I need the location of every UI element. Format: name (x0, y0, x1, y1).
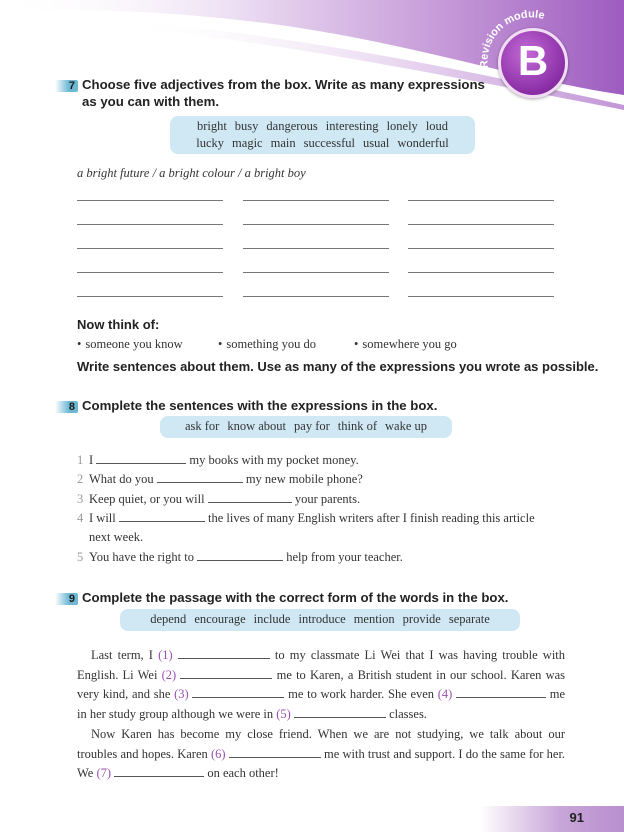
word: successful (303, 136, 355, 150)
blank-field[interactable] (197, 548, 283, 561)
word: separate (448, 612, 490, 626)
word: busy (234, 119, 259, 133)
exercise-number: 7 (55, 80, 78, 92)
word: wonderful (397, 136, 449, 150)
blank-field[interactable] (119, 509, 205, 522)
sentence-5: 5 You have the right to help from your teacher. (77, 550, 403, 564)
word: lonely (386, 119, 418, 133)
word: introduce (298, 612, 346, 626)
bullet-item: • somewhere you go (354, 337, 457, 351)
answer-line[interactable] (243, 296, 389, 297)
answer-line[interactable] (243, 200, 389, 201)
passage-paragraph-2: Now Karen has become my close friend. When we are not studying, we talk about our troubles and hopes. Karen (6) me with trust and support. I do the same for her. We (7) on each other! (77, 727, 566, 781)
exercise-8-instruction: Complete the sentences with the expressions in the box. (82, 398, 438, 413)
word: bright (196, 119, 227, 133)
page-number-tab (480, 806, 624, 832)
answer-line[interactable] (243, 224, 389, 225)
answer-line[interactable] (243, 248, 389, 249)
sentence-2: 2 What do you my new mobile phone? (77, 472, 363, 486)
word: dangerous (266, 119, 318, 133)
word: main (270, 136, 296, 150)
blank-field[interactable] (178, 646, 270, 659)
word: depend (150, 612, 187, 626)
answer-line[interactable] (77, 248, 223, 249)
answer-line[interactable] (408, 272, 554, 273)
module-letter: B (517, 37, 549, 84)
sentence-4-continued: next week. (89, 530, 144, 544)
page-number: 91 (569, 810, 584, 825)
adjective-word-box (170, 116, 475, 154)
word: mention (353, 612, 395, 626)
now-think-label: Now think of: (77, 317, 160, 332)
svg-text:Revision module: Revision module (478, 10, 546, 69)
expression: know about (227, 419, 287, 433)
exercise-number: 8 (55, 401, 78, 413)
word: loud (425, 119, 449, 133)
word: encourage (194, 612, 246, 626)
word: provide (402, 612, 441, 626)
exercise-7-heading (55, 76, 485, 110)
answer-line[interactable] (408, 200, 554, 201)
word: magic (232, 136, 263, 150)
sentence-4: 4 I will the lives of many English writers after I finish reading this article (77, 511, 535, 525)
expression: wake up (385, 419, 428, 433)
answer-line[interactable] (408, 224, 554, 225)
answer-line[interactable] (243, 272, 389, 273)
bullet-item: • someone you know (77, 337, 183, 351)
sentence-3: 3 Keep quiet, or you will your parents. (77, 492, 361, 506)
answer-line[interactable] (408, 296, 554, 297)
exercise-9-heading (55, 589, 508, 606)
blank-field[interactable] (229, 745, 321, 758)
answer-line[interactable] (77, 224, 223, 225)
answer-line[interactable] (77, 272, 223, 273)
expression: ask for (184, 419, 220, 433)
exercise-number: 9 (55, 593, 78, 605)
blank-field[interactable] (192, 685, 284, 698)
word: lucky (196, 136, 225, 150)
exercise-7-instruction-line2: as you can with them. (82, 94, 220, 109)
blank-field[interactable] (294, 705, 386, 718)
expression: think of (337, 419, 378, 433)
word: interesting (325, 119, 379, 133)
answer-line[interactable] (77, 296, 223, 297)
write-sentences-instruction: Write sentences about them. Use as many of the expressions you wrote as possible. (77, 359, 599, 374)
blank-field[interactable] (456, 685, 546, 698)
answer-line[interactable] (408, 248, 554, 249)
exercise-8-heading (55, 397, 437, 414)
word: usual (362, 136, 390, 150)
blank-field[interactable] (96, 451, 186, 464)
exercise-9-instruction: Complete the passage with the correct form of the words in the box. (82, 590, 509, 605)
module-badge (498, 28, 568, 98)
blank-field[interactable] (180, 666, 272, 679)
blank-field[interactable] (157, 470, 243, 483)
word: include (253, 612, 291, 626)
passage-paragraph-1: Last term, I (1) to my classmate Li Wei that I was having trouble with English. Li Wei (2) me to Karen, a British student in our school. Karen was very kind, and she (3) me to work harder. She even (4) me in her study group although we were in (5) classes. (77, 648, 566, 721)
word-box (120, 609, 520, 631)
example-expressions: a bright future / a bright colour / a bright boy (77, 166, 306, 180)
expression: pay for (294, 419, 330, 433)
bullet-item: • something you do (218, 337, 316, 351)
expression-box (160, 416, 452, 438)
blank-field[interactable] (114, 764, 204, 777)
blank-field[interactable] (208, 490, 292, 503)
exercise-7-instruction-line1: Choose five adjectives from the box. Write as many expressions (82, 77, 485, 92)
sentence-1: 1 I my books with my pocket money. (77, 453, 359, 467)
answer-line[interactable] (77, 200, 223, 201)
